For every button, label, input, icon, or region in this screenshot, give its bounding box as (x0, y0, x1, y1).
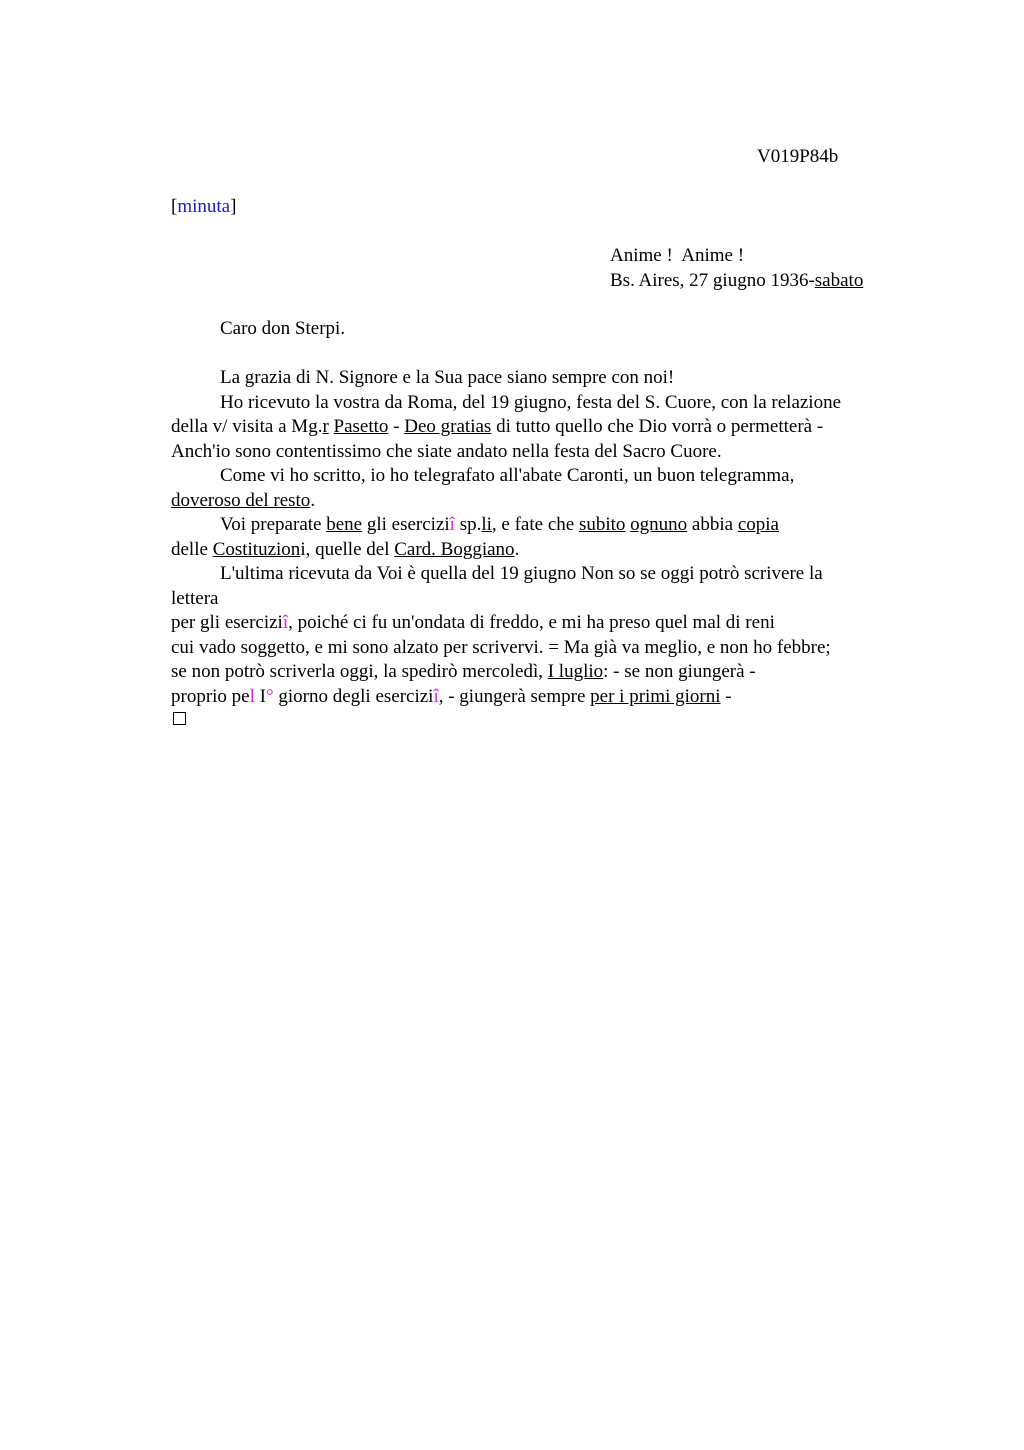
text-run: doveroso del resto (171, 490, 311, 511)
text-run: bene (326, 514, 363, 535)
text-run: Card. Boggiano (394, 539, 515, 560)
body-line-6 (171, 489, 315, 513)
text-run: li (481, 514, 492, 535)
date-line (610, 269, 863, 293)
text-run: : - se non giungerà - (603, 661, 756, 682)
text-run: I (254, 686, 266, 707)
correction-mark: î (282, 612, 289, 633)
body-line-12: cui vado soggetto, e mi sono alzato per scrivervi. = Ma già va meglio, e non ho febbre; (171, 637, 831, 658)
text-run: giorno degli esercizi (273, 686, 434, 707)
body-line-1: La grazia di N. Signore e la Sua pace siano sempre con noi! (220, 367, 675, 388)
text-run: . (310, 490, 316, 511)
text-run: - (388, 416, 405, 437)
correction-mark: l (249, 686, 255, 707)
text-run: i, quelle del (300, 539, 395, 560)
text-run: Costituzion (212, 539, 301, 560)
body-line-7 (220, 513, 779, 537)
text-run: delle (171, 539, 213, 560)
body-line-10: lettera (171, 588, 219, 609)
text-run: Voi preparate (220, 514, 327, 535)
text-run: r (322, 416, 329, 437)
note-word: minuta (177, 196, 231, 217)
text-run: - (720, 686, 732, 707)
text-run: se non potrò scriverla oggi, la spedirò mercoledì, (171, 661, 548, 682)
body-line-4: Anch'io sono contentissimo che siate andato nella festa del Sacro Cuore. (171, 441, 722, 462)
motto: Anime ! Anime ! (610, 245, 745, 266)
text-run: I luglio (547, 661, 604, 682)
text-run: esercizi (391, 514, 450, 535)
body-line-5: Come vi ho scritto, io ho telegrafato all'abate Caronti, un buon telegramma, (220, 465, 795, 486)
correction-mark: î (433, 686, 439, 707)
text-run: Pasetto (333, 416, 389, 437)
text-run: ognuno (630, 514, 688, 535)
text-run: abbia (687, 514, 738, 535)
text-run: subito (578, 514, 626, 535)
text-run: , e fate che (491, 514, 579, 535)
document-id: V019P84b (757, 146, 839, 167)
text-run: per i primi giorni (590, 686, 721, 707)
text-run: proprio pe (171, 686, 250, 707)
body-line-14 (171, 685, 732, 709)
body-line-2: Ho ricevuto la vostra da Roma, del 19 giugno, festa del S. Cuore, con la relazione (220, 392, 842, 413)
body-line-11 (171, 611, 775, 635)
body-line-3 (171, 415, 823, 439)
salutation: Caro don Sterpi. (220, 318, 346, 339)
note-bracket-open: [ (171, 196, 178, 217)
text-run: Deo gratias (404, 416, 492, 437)
note-bracket-close: ] (230, 196, 237, 217)
text-run: della v/ visita a Mg. (171, 416, 323, 437)
text-run: copia (737, 514, 779, 535)
correction-mark: î (449, 514, 455, 535)
body-line-9: L'ultima ricevuta da Voi è quella del 19 giugno Non so se oggi potrò scrivere la (220, 563, 823, 584)
text-run: sp. (454, 514, 482, 535)
correction-mark: ° (265, 686, 274, 707)
date-day: sabato (814, 270, 864, 291)
body-line-8 (171, 538, 519, 562)
text-run: gli (362, 514, 392, 535)
text-run: di tutto quello che Dio vorrà o permetterà - (491, 416, 824, 437)
text-run: per gli esercizi (171, 612, 283, 633)
text-run: , - giungerà sempre (438, 686, 591, 707)
body-line-13 (171, 660, 756, 684)
date-text: Bs. Aires, 27 giugno 1936- (610, 270, 815, 291)
editorial-note (171, 195, 236, 219)
text-run: , poiché ci fu un'ondata di freddo, e mi ha preso quel mal di reni (288, 612, 775, 633)
text-run: . (514, 539, 520, 560)
checkbox-icon (173, 712, 186, 725)
